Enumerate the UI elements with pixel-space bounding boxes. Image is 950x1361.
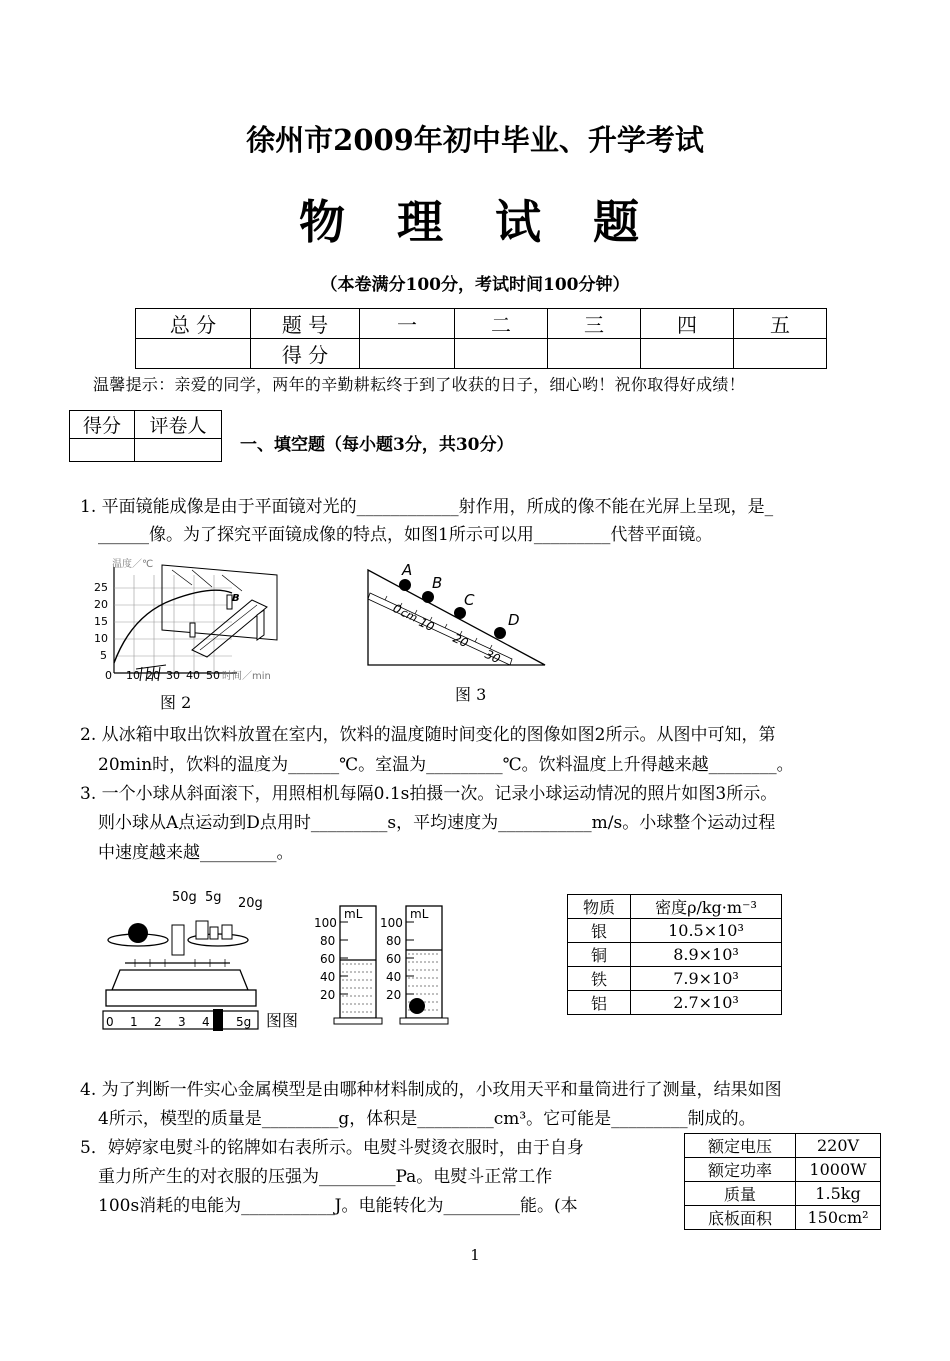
- cylinder-tick: 40: [386, 970, 402, 984]
- figure-4-balance: [100, 885, 265, 1035]
- density-cell: 7.9×10³: [631, 967, 782, 991]
- question-5-line2: 重力所产生的对衣服的压强为_________Pa。电熨斗正常工作: [98, 1167, 553, 1187]
- balance-scale-label: 1: [130, 1015, 138, 1029]
- ramp-label: A: [402, 561, 413, 579]
- score-cell: 四: [641, 309, 734, 339]
- score-input-cell[interactable]: [360, 339, 455, 369]
- weight-20g: [222, 925, 232, 939]
- grader-cell: 得分: [70, 411, 135, 439]
- iron-cell: 额定功率: [685, 1158, 796, 1182]
- ramp-scale-label: 0: [390, 601, 404, 617]
- iron-cell: 220V: [796, 1134, 881, 1158]
- rider: [213, 1009, 223, 1031]
- cylinder-left: [334, 906, 382, 1024]
- grader-cell: 评卷人: [135, 411, 222, 439]
- graph-xtick: 0: [105, 669, 112, 682]
- weight-label: 5g: [205, 890, 222, 905]
- ramp-scale-label: 30: [482, 647, 503, 667]
- score-input-cell[interactable]: [136, 339, 251, 369]
- iron-cell: 额定电压: [685, 1134, 796, 1158]
- figure-3-ramp: [360, 555, 560, 670]
- question-5-line3: 100s消耗的电能为___________J。电能转化为_________能。(本: [98, 1196, 578, 1216]
- question-2-line1: 2. 从冰箱中取出饮料放置在室内，饮料的温度随时间变化的图像如图2所示。从图中可知，第: [80, 725, 776, 745]
- score-input-cell[interactable]: [734, 339, 827, 369]
- question-4-line1: 4. 为了判断一件实心金属模型是由哪种材料制成的，小玫用天平和量筒进行了测量，结果如图: [80, 1080, 782, 1100]
- score-cell: 三: [548, 309, 641, 339]
- iron-cell: 1.5kg: [796, 1182, 881, 1206]
- question-4-line2: 4所示，模型的质量是_________g，体积是_________cm³。它可能是_________制成的。: [98, 1109, 756, 1129]
- page-number: 1: [470, 1246, 480, 1264]
- figure-4-cylinders: [310, 900, 460, 1030]
- cylinder-tick: 80: [320, 934, 336, 948]
- graph-xtick: 30: [166, 669, 180, 682]
- cylinder-tick: 80: [386, 934, 402, 948]
- graph-xtick: 40: [186, 669, 200, 682]
- question-3-line1: 3. 一个小球从斜面滚下，用照相机每隔0.1s拍摄一次。记录小球运动情况的照片如图3所示。: [80, 784, 778, 804]
- graph-xtick: 20: [146, 669, 160, 682]
- graph-curve: [114, 590, 232, 663]
- cylinder-unit: mL: [410, 907, 429, 921]
- cylinder-tick: 60: [320, 952, 336, 966]
- iron-cell: 150cm²: [796, 1206, 881, 1230]
- ball-a: [399, 579, 411, 591]
- balance-base: [112, 970, 248, 990]
- question-3-line3: 中速度越来越_________。: [98, 843, 294, 863]
- score-cell: 五: [734, 309, 827, 339]
- balance-platform: [106, 990, 256, 1006]
- grader-input-cell[interactable]: [135, 439, 222, 462]
- density-cell: 铜: [568, 943, 631, 967]
- weight-label: 20g: [238, 896, 263, 911]
- ball-d: [494, 627, 506, 639]
- score-cell: 总 分: [136, 309, 251, 339]
- section-heading: 一、填空题（每小题3分，共30分）: [240, 435, 514, 455]
- density-cell: 银: [568, 919, 631, 943]
- grader-input-cell[interactable]: [70, 439, 135, 462]
- figure-2-graph: [92, 555, 292, 685]
- ramp-label: D: [508, 611, 520, 629]
- graph-ylabel: 温度／℃: [112, 559, 154, 570]
- balance-scale-label: 5g: [236, 1015, 252, 1029]
- graph-ytick: 15: [94, 615, 108, 628]
- balance-pillar: [172, 925, 184, 955]
- cylinder-unit: mL: [344, 907, 363, 921]
- iron-cell: 1000W: [796, 1158, 881, 1182]
- density-cell: 2.7×10³: [631, 991, 782, 1015]
- cylinder-tick: 60: [386, 952, 402, 966]
- question-2-line2: 20min时，饮料的温度为______℃。室温为_________℃。饮料温度上升得越来越________。: [98, 755, 794, 775]
- density-cell: 8.9×10³: [631, 943, 782, 967]
- cylinder-tick: 20: [386, 988, 402, 1002]
- weight-50g: [196, 921, 208, 939]
- density-cell: 铁: [568, 967, 631, 991]
- subject-title: 物理试题: [299, 195, 691, 249]
- score-cell: 二: [455, 309, 548, 339]
- tip-text: 温馨提示：亲爱的同学，两年的辛勤耕耘终于到了收获的日子，细心哟！祝你取得好成绩！: [93, 375, 746, 394]
- exam-title: 徐州市2009年初中毕业、升学考试: [246, 123, 704, 157]
- density-header: 密度ρ/kg·m⁻³: [631, 895, 782, 919]
- cylinder-tick: 100: [380, 916, 403, 930]
- iron-cell: 质量: [685, 1182, 796, 1206]
- graph-ytick: 20: [94, 598, 108, 611]
- score-cell: 得 分: [251, 339, 360, 369]
- weight-label: 50g: [172, 890, 197, 905]
- ramp-label: C: [464, 591, 475, 609]
- graph-ytick: 25: [94, 581, 108, 594]
- score-input-cell[interactable]: [548, 339, 641, 369]
- balance-scale-label: 3: [178, 1015, 186, 1029]
- score-cell: 一: [360, 309, 455, 339]
- graph-ytick: 10: [94, 632, 108, 645]
- graph-xtick: 50: [206, 669, 220, 682]
- ramp-scale-label: 20: [450, 631, 471, 651]
- score-cell: 题 号: [251, 309, 360, 339]
- density-cell: 铝: [568, 991, 631, 1015]
- cylinder-tick: 40: [320, 970, 336, 984]
- ball-b: [422, 591, 434, 603]
- ramp-scale-label: cm: [398, 605, 420, 625]
- cylinder-tick: 100: [314, 916, 337, 930]
- balance-scale-label: 0: [106, 1015, 114, 1029]
- graph-xlabel: 时间／min: [222, 671, 271, 682]
- graph-xtick: 10: [126, 669, 140, 682]
- question-1-line2: ______像。为了探究平面镜成像的特点，如图1所示可以用_________代替平面镜。: [98, 525, 713, 545]
- ramp-label: B: [432, 574, 443, 592]
- metal-model: [128, 923, 148, 943]
- balance-scale-label: 4: [202, 1015, 210, 1029]
- submerged-model: [409, 998, 425, 1014]
- graph-ytick: 5: [100, 649, 107, 662]
- grader-table: [69, 410, 222, 462]
- score-input-cell[interactable]: [641, 339, 734, 369]
- iron-cell: 底板面积: [685, 1206, 796, 1230]
- ramp-scale-label: 10: [416, 615, 437, 635]
- question-1-line1: 1. 平面镜能成像是由于平面镜对光的____________射作用，所成的像不能在光屏上呈现，是_: [80, 497, 774, 517]
- density-cell: 10.5×10³: [631, 919, 782, 943]
- question-3-line2: 则小球从A点运动到D点用时_________s，平均速度为___________m/s。小球整个运动过程: [98, 813, 776, 833]
- iron-spec-table: [684, 1133, 881, 1230]
- balance-scale-label: 2: [154, 1015, 162, 1029]
- figure-2-caption: 图 2: [160, 693, 192, 712]
- mirror-apparatus: [136, 565, 277, 681]
- density-header: 物质: [568, 895, 631, 919]
- figure-4-caption: 图图: [266, 1011, 299, 1030]
- cylinder-right: [400, 906, 448, 1024]
- weight-5g: [210, 927, 218, 939]
- exam-note: （本卷满分100分，考试时间100分钟）: [320, 275, 630, 295]
- density-table: [567, 894, 782, 1015]
- figure-3-caption: 图 3: [455, 685, 487, 704]
- graph-label-b: B: [232, 593, 240, 604]
- score-table: [135, 308, 827, 369]
- question-5-line1: 5．婷婷家电熨斗的铭牌如右表所示。电熨斗熨烫衣服时，由于自身: [80, 1138, 584, 1158]
- cylinder-tick: 20: [320, 988, 336, 1002]
- score-input-cell[interactable]: [455, 339, 548, 369]
